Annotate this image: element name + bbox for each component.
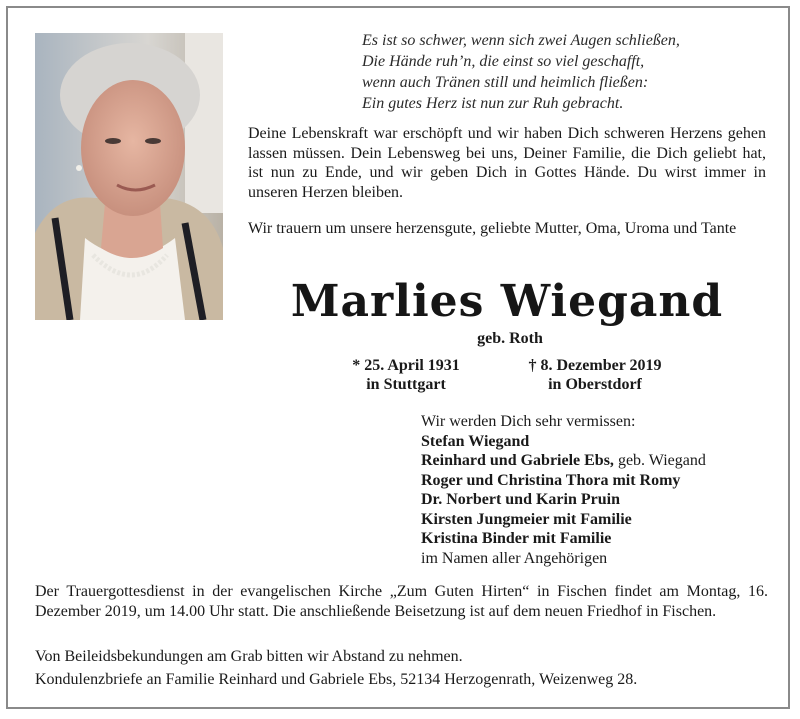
poem-line: wenn auch Tränen still und heimlich fließen: xyxy=(362,74,649,91)
poem-line: Die Hände ruh’n, die einst so viel geschafft, xyxy=(362,53,645,70)
mourner-name xyxy=(421,451,771,471)
mourners-intro: Wir werden Dich sehr vermissen: xyxy=(421,413,636,430)
condolence-address: Kondulenzbriefe an Familie Reinhard und Gabriele Ebs, 52134 Herzogenrath, Weizenweg 28. xyxy=(35,671,638,688)
birth-info xyxy=(326,356,486,394)
poem-line: Ein gutes Herz ist nun zur Ruh gebracht. xyxy=(362,95,624,112)
mourner-name-suffix: geb. Wiegand xyxy=(613,452,706,469)
mourner-name: Stefan Wiegand xyxy=(421,432,530,450)
mourner-name: Kristina Binder mit Familie xyxy=(421,530,612,547)
deceased-name: Marlies Wiegand xyxy=(290,276,724,327)
farewell-paragraph: Deine Lebenskraft war erschöpft und wir haben Dich schweren Herzens gehen lassen müssen. Dein Lebensweg bei uns, Deiner Familie, die Dich geliebt hat, ist nun zu Ende, und wir geben Dich in Gottes Hände. Du wirst immer in unseren Herzen bleiben. xyxy=(248,125,766,201)
mourning-statement: Wir trauern um unsere herzensgute, geliebte Mutter, Oma, Uroma und Tante xyxy=(248,220,737,237)
poem xyxy=(362,30,762,114)
mourners-closing: im Namen aller Angehörigen xyxy=(421,549,608,567)
mourner-name: Dr. Norbert und Karin Pruin xyxy=(421,491,620,508)
poem-line: Es ist so schwer, wenn sich zwei Augen schließen, xyxy=(362,32,680,49)
maiden-name: geb. Roth xyxy=(477,330,543,347)
service-info: Der Trauergottesdienst in der evangelischen Kirche „Zum Guten Hirten“ in Fischen findet am Montag, 16. Dezember 2019, um 14.00 Uhr statt. Die anschließende Beisetzung ist auf dem neuen Friedhof in Fischen. xyxy=(35,583,768,620)
portrait-photo xyxy=(35,33,223,320)
birth-place: in Stuttgart xyxy=(366,376,446,393)
mourner-name: Kirsten Jungmeier mit Familie xyxy=(421,510,632,528)
condolence-note: Von Beileidsbekundungen am Grab bitten wir Abstand zu nehmen. xyxy=(35,648,463,665)
mourner-name: Roger und Christina Thora mit Romy xyxy=(421,471,681,489)
death-info xyxy=(505,356,685,394)
birth-date: * 25. April 1931 xyxy=(352,357,460,374)
mourners-list xyxy=(421,412,771,568)
death-date: † 8. Dezember 2019 xyxy=(528,357,662,374)
death-place: in Oberstdorf xyxy=(548,376,642,393)
mourner-name-bold: Reinhard und Gabriele Ebs, xyxy=(421,452,614,469)
